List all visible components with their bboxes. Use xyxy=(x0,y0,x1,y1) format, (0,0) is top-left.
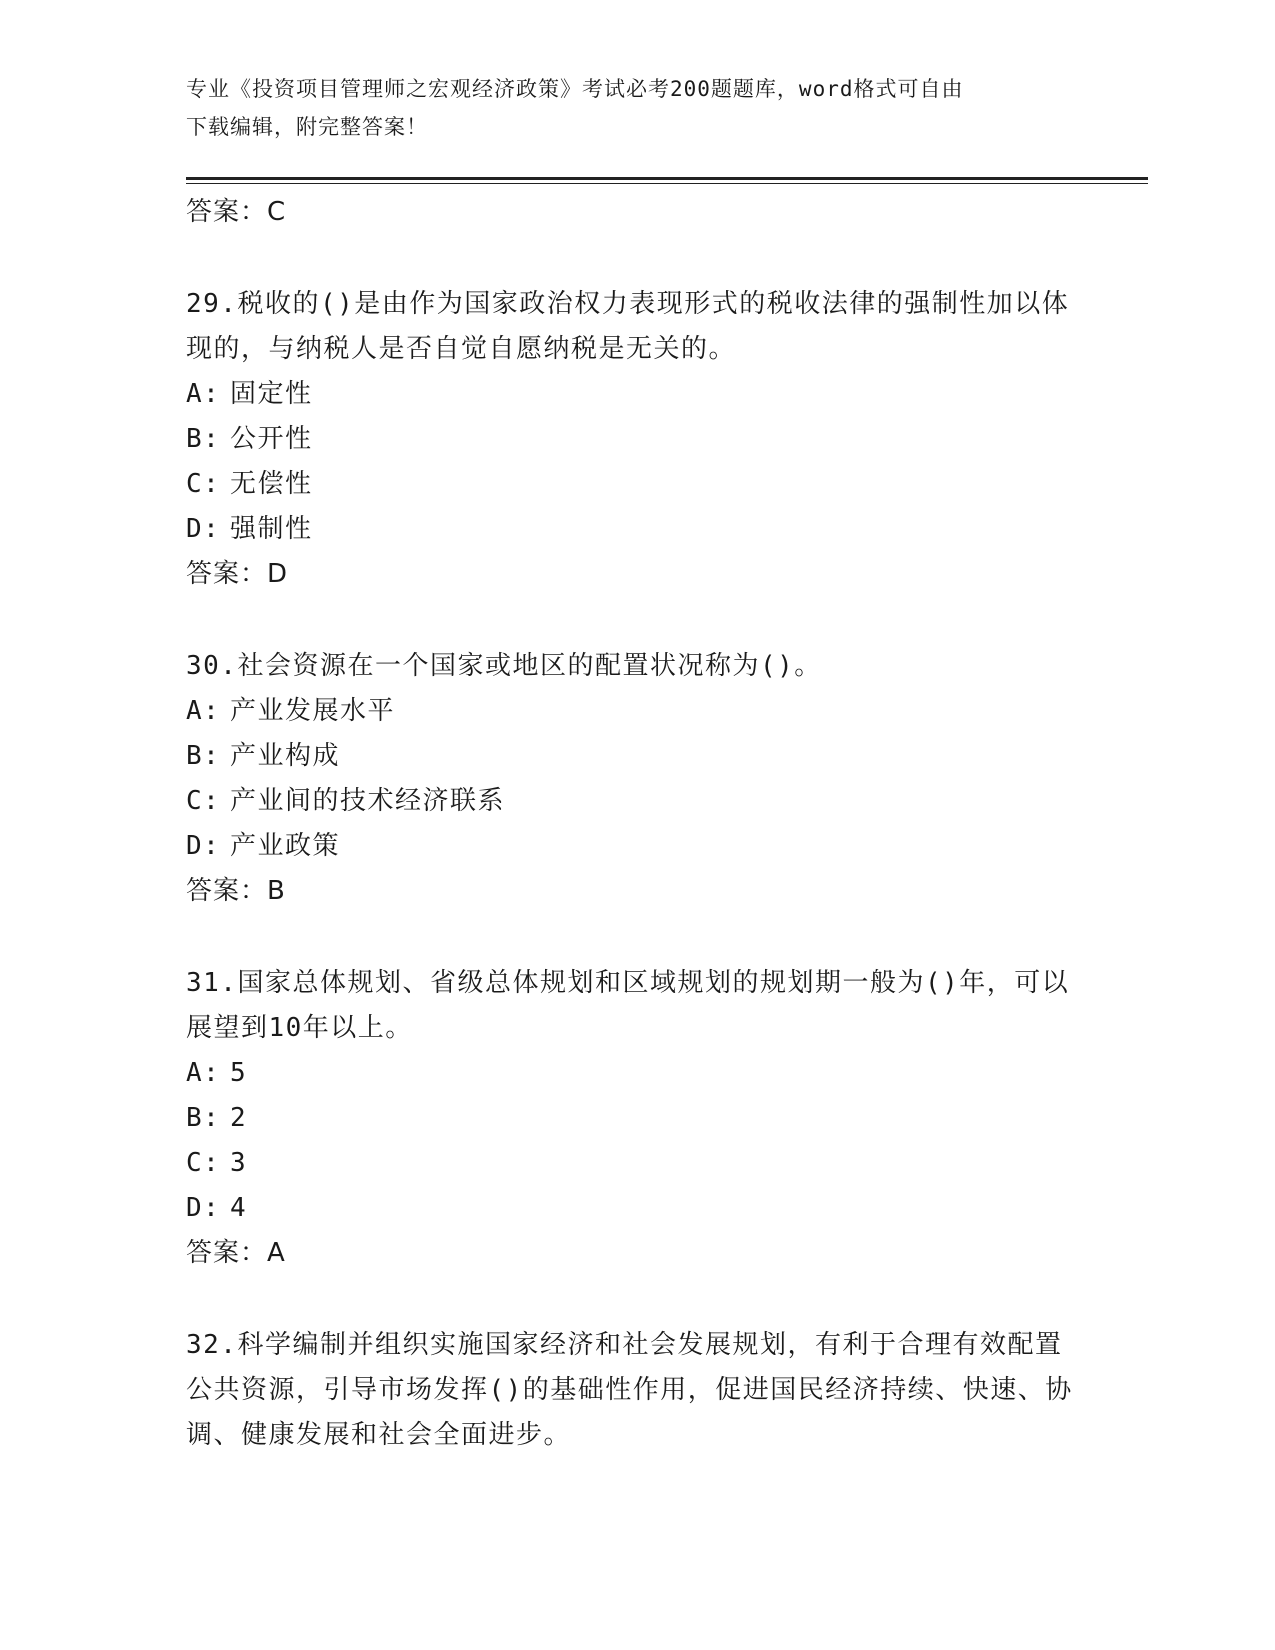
option-letter: C: xyxy=(186,1148,221,1178)
option-letter: C: xyxy=(186,469,221,499)
question-block xyxy=(186,1323,1076,1458)
option-d xyxy=(186,824,1076,869)
option-b xyxy=(186,1096,1076,1141)
option-a xyxy=(186,372,1076,417)
option-d xyxy=(186,1186,1076,1231)
option-text: 产业间的技术经济联系 xyxy=(230,786,506,816)
option-letter: D: xyxy=(186,514,221,544)
document-header xyxy=(186,70,1086,146)
option-letter: B: xyxy=(186,741,221,771)
header-line-2: 下载编辑，附完整答案！ xyxy=(186,115,428,139)
option-letter: C: xyxy=(186,786,221,816)
option-letter: B: xyxy=(186,1103,221,1133)
option-letter: D: xyxy=(186,831,221,861)
question-block xyxy=(186,282,1076,596)
option-text: 产业政策 xyxy=(230,831,341,861)
option-text: 公开性 xyxy=(230,424,313,454)
question-text: 32.科学编制并组织实施国家经济和社会发展规划，有利于合理有效配置公共资源，引导市场发挥()的基础性作用，促进国民经济持续、快速、协调、健康发展和社会全面进步。 xyxy=(186,1330,1073,1450)
option-b xyxy=(186,417,1076,462)
option-a xyxy=(186,1051,1076,1096)
question-block xyxy=(186,961,1076,1275)
answer-line: 答案：C xyxy=(186,197,287,227)
option-c xyxy=(186,779,1076,824)
header-divider-thick xyxy=(186,177,1148,180)
option-text: 固定性 xyxy=(230,379,313,409)
option-letter: B: xyxy=(186,424,221,454)
option-letter: D: xyxy=(186,1193,221,1223)
option-c xyxy=(186,1141,1076,1186)
question-text: 29.税收的()是由作为国家政治权力表现形式的税收法律的强制性加以体现的，与纳税人是否自觉自愿纳税是无关的。 xyxy=(186,289,1070,364)
option-a xyxy=(186,689,1076,734)
option-letter: A: xyxy=(186,696,221,726)
option-text: 4 xyxy=(230,1193,248,1223)
option-letter: A: xyxy=(186,1058,221,1088)
option-letter: A: xyxy=(186,379,221,409)
option-c xyxy=(186,462,1076,507)
question-text: 30.社会资源在一个国家或地区的配置状况称为()。 xyxy=(186,651,822,681)
option-text: 无偿性 xyxy=(230,469,313,499)
header-line-1: 专业《投资项目管理师之宏观经济政策》考试必考200题题库，word格式可自由 xyxy=(186,77,964,101)
option-text: 2 xyxy=(230,1103,248,1133)
answer-line: 答案：A xyxy=(186,1238,286,1268)
answer-line: 答案：B xyxy=(186,876,286,906)
option-text: 3 xyxy=(230,1148,248,1178)
option-text: 5 xyxy=(230,1058,248,1088)
option-b xyxy=(186,734,1076,779)
option-text: 产业发展水平 xyxy=(230,696,396,726)
option-text: 产业构成 xyxy=(230,741,341,771)
header-divider-thin xyxy=(186,183,1148,184)
option-d xyxy=(186,507,1076,552)
question-text: 31.国家总体规划、省级总体规划和区域规划的规划期一般为()年，可以展望到10年以上。 xyxy=(186,968,1070,1043)
question-block xyxy=(186,644,1076,913)
question-list xyxy=(186,190,1076,1458)
answer-line: 答案：D xyxy=(186,559,289,589)
option-text: 强制性 xyxy=(230,514,313,544)
